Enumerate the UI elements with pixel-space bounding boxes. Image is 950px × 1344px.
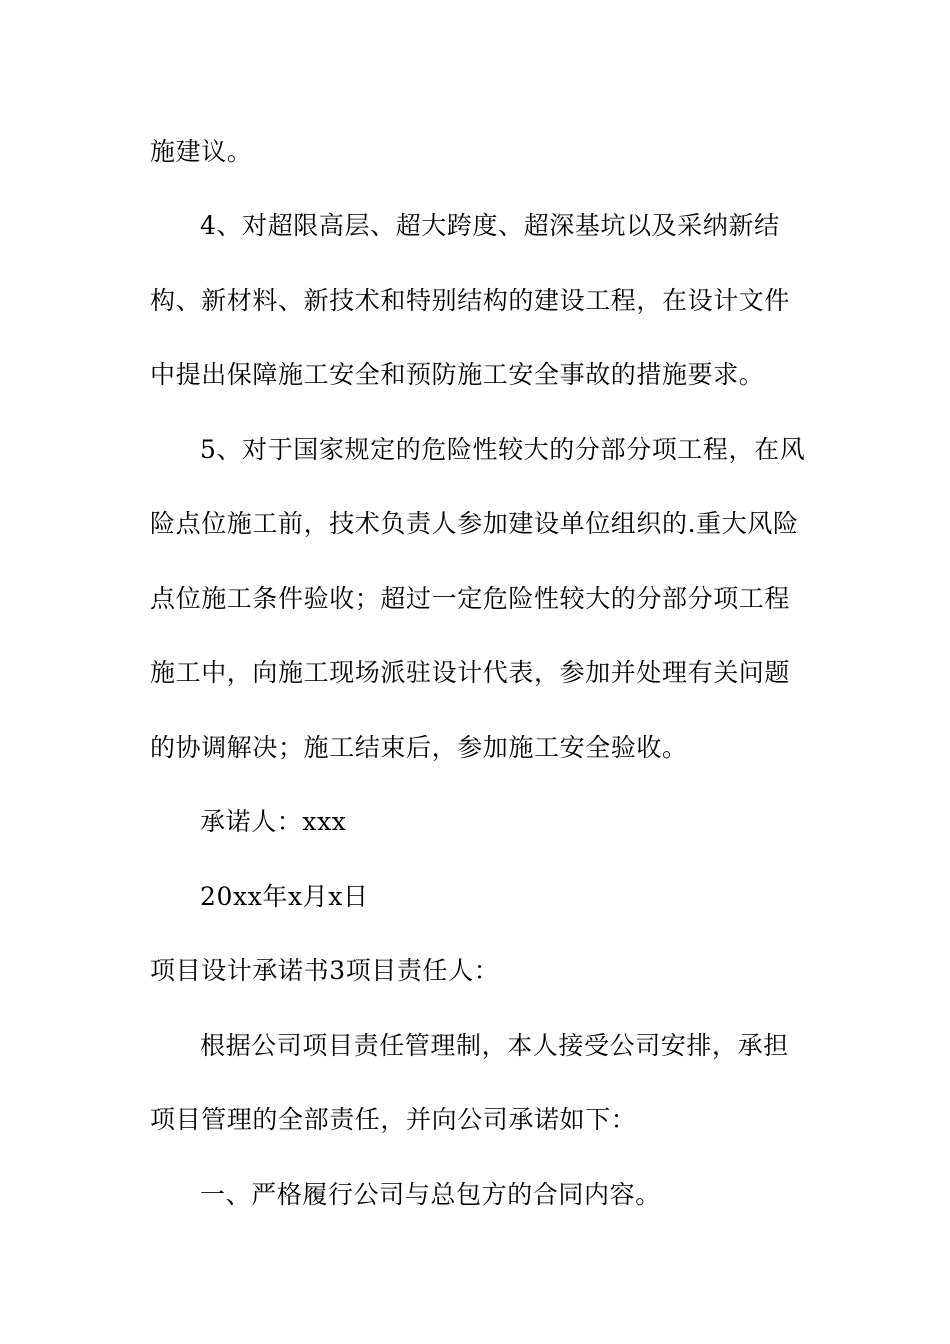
section-heading: 项目设计承诺书3项目责任人： (150, 956, 500, 985)
list-item-1: 一、严格履行公司与总包方的合同内容。 (200, 1180, 661, 1209)
text-line: 险点位施工前，技术负责人参加建设单位组织的.重大风险 (150, 509, 799, 538)
text-line: 构、新材料、新技术和特别结构的建设工程，在设计文件 (150, 286, 791, 315)
text-line: 施工中，向施工现场派驻设计代表，参加并处理有关问题 (150, 658, 791, 687)
text-line: 根据公司项目责任管理制，本人接受公司安排，承担 (200, 1031, 789, 1060)
text-line: 的协调解决；施工结束后，参加施工安全验收。 (150, 733, 688, 762)
date-line: 20xx年x月x日 (200, 882, 369, 911)
signatory-line: 承诺人：xxx (200, 807, 347, 836)
text-line: 施建议。 (150, 137, 253, 166)
paragraph-item-4: 4、对超限高层、超大跨度、超深基坑以及采纳新结 (200, 211, 780, 240)
text-line: 项目管理的全部责任，并向公司承诺如下： (150, 1105, 637, 1134)
text-line: 点位施工条件验收；超过一定危险性较大的分部分项工程 (150, 584, 791, 613)
text-line: 中提出保障施工安全和预防施工安全事故的措施要求。 (150, 360, 765, 389)
paragraph-item-5: 5、对于国家规定的危险性较大的分部分项工程，在风 (200, 435, 806, 464)
